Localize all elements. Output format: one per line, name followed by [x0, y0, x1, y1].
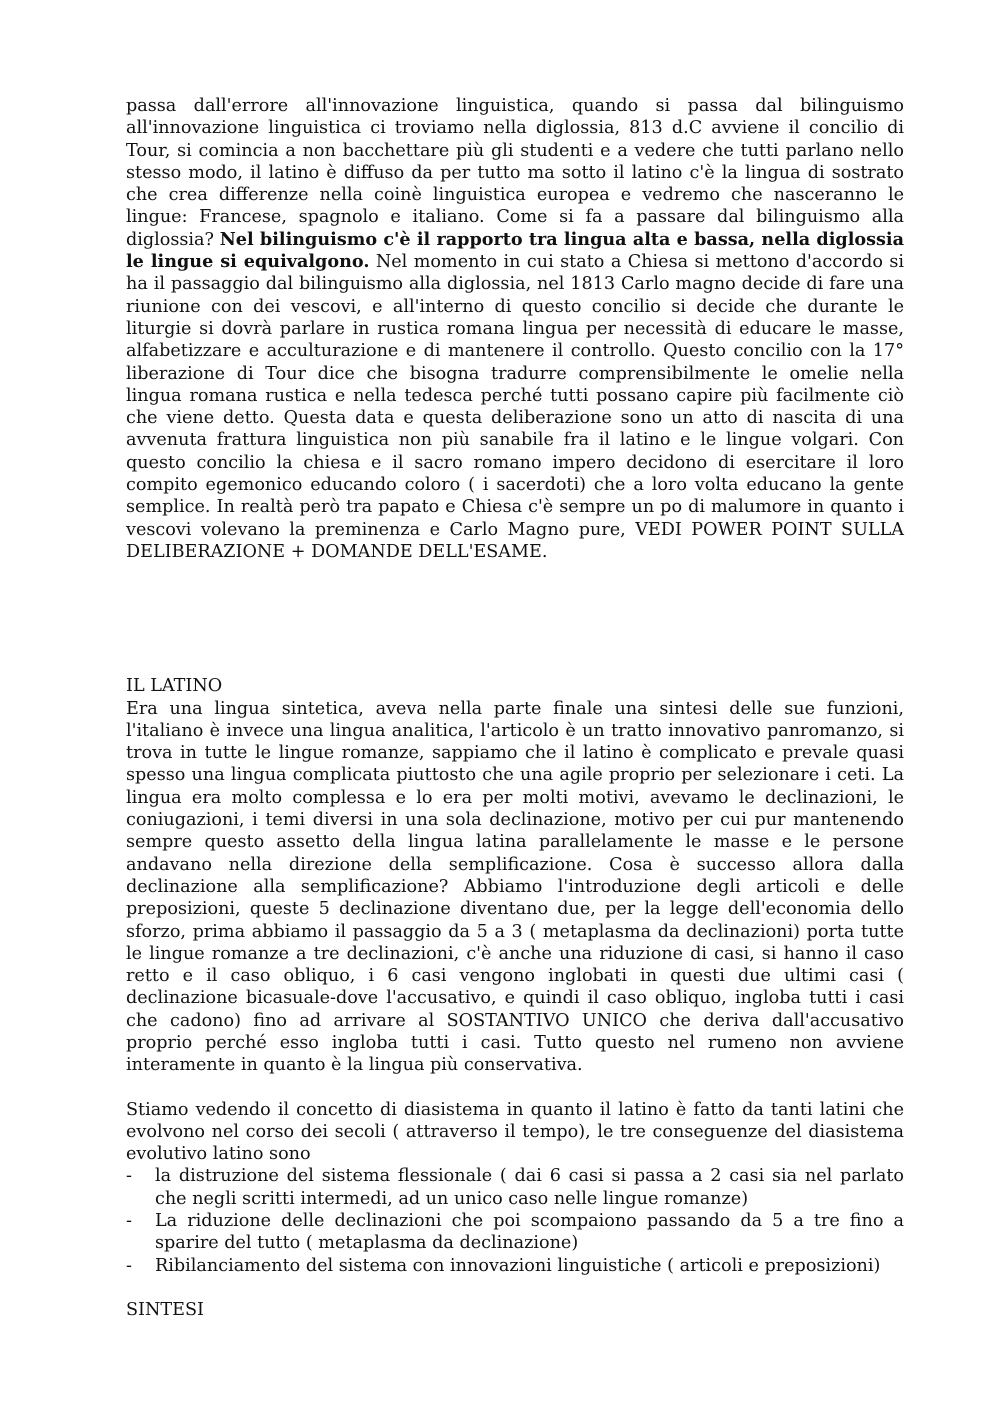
paragraph-diasistema: Stiamo vedendo il concetto di diasistema in quanto il latino è fatto da tanti latini che evolvono nel corso dei secoli ( attraverso il tempo), le tre conseguenze del diasistema evolutivo latino sono [126, 1099, 904, 1165]
paragraph-text-intro: passa dall'errore all'innovazione linguistica, quando si passa dal bilinguismo all'innovazione linguistica ci troviamo nella diglossia, 813 d.C avviene il concilio di Tour, si comincia a non bacchettare più gli studenti e a vedere che tutti parlano nello stesso modo, il latino è diffuso da per tutto ma sotto il latino c'è la lingua di sostrato che crea differenze nella coinè linguistica europea e vedremo che nasceranno le lingue: Francese, spagnolo e italiano. Come si fa a passare dal bilinguismo alla diglossia? [126, 96, 904, 250]
consequences-list [126, 1165, 904, 1276]
paragraph-text-continuation: Nel momento in cui stato a Chiesa si mettono d'accordo si ha il passaggio dal bilinguismo alla diglossia, nel 1813 Carlo magno decide di fare una riunione con dei vescovi, e all'interno di questo concilio si decide che durante le liturgie si dovrà parlare in rustica romana lingua per necessità di educare le masse, alfabetizzare e acculturazione e di mantenere il controllo. Questo concilio con la 17° liberazione di Tour dice che bisogna tradurre comprensibilmente le omelie nella lingua romana rustica e nella tedesca perché tutti possano capire più facilmente ciò che viene detto. Questa data e questa deliberazione sono un atto di nascita di una avvenuta frattura linguistica non più sanabile fra il latino e le lingue volgari. Con questo concilio la chiesa e il sacro romano impero decidono di esercitare il loro compito egemonico educando coloro ( i sacerdoti) che a loro volta educano la gente semplice. In realtà però tra papato e Chiesa c'è sempre un po di malumore in quanto i vescovi volevano la preminenza e Carlo Magno pure, VEDI POWER POINT SULLA DELIBERAZIONE + DOMANDE DELL'ESAME. [126, 252, 905, 562]
document-page [126, 95, 904, 1321]
list-item-text: Ribilanciamento del sistema con innovazioni linguistiche ( articoli e preposizioni) [155, 1255, 881, 1276]
section-heading-sintesi: SINTESI [126, 1299, 204, 1320]
section-heading-il-latino: IL LATINO [126, 676, 223, 697]
paragraph-bold-definition: Nel bilinguismo c'è il rapporto tra lingua alta e bassa, nella diglossia le lingue si equivalgono. [126, 228, 905, 273]
dash-bullet: - [126, 1211, 132, 1232]
list-item-text: la distruzione del sistema flessionale ( dai 6 casi si passa a 2 casi sia nel parlato che negli scritti intermedi, ad un unico caso nelle lingue romanze) [155, 1166, 904, 1209]
dash-bullet: - [126, 1255, 132, 1276]
list-item [126, 1210, 904, 1255]
dash-bullet: - [126, 1166, 132, 1187]
list-item [126, 1165, 904, 1210]
spacer [126, 1077, 904, 1099]
spacer [126, 1277, 904, 1299]
spacer [126, 563, 904, 675]
paragraph-il-latino: Era una lingua sintetica, aveva nella parte finale una sintesi delle sue funzioni, l'italiano è invece una lingua analitica, l'articolo è un tratto innovativo panromanzo, si trova in tutte le lingue romanze, sappiamo che il latino è complicato e prevale quasi spesso una lingua complicata piuttosto che una agile proprio per selezionare i ceti. La lingua era molto complessa e lo era per molti motivi, avevamo le declinazioni, le coniugazioni, i temi diversi in una sola declinazione, motivo per cui pur mantenendo sempre questo assetto della lingua latina parallelamente le masse e le persone andavano nella direzione della semplificazione. Cosa è successo allora dalla declinazione alla semplificazione? Abbiamo l'introduzione degli articoli e delle preposizioni, queste 5 declinazione diventano due, per la legge dell'economia dello sforzo, prima abbiamo il passaggio da 5 a 3 ( metaplasma da declinazioni) porta tutte le lingue romanze a tre declinazioni, c'è anche una riduzione di casi, si hanno il caso retto e il caso obliquo, i 6 casi vengono inglobati in questi due ultimi casi ( declinazione bicasuale-dove l'accusativo, e quindi il caso obliquo, ingloba tutti i casi che cadono) fino ad arrivare al SOSTANTIVO UNICO che deriva dall'accusativo proprio perché esso ingloba tutti i casi. Tutto questo nel rumeno non avviene interamente in quanto è la lingua più conservativa. [126, 698, 904, 1076]
list-item [126, 1255, 904, 1277]
list-item-text: La riduzione delle declinazioni che poi scompaiono passando da 5 a tre fino a sparire del tutto ( metaplasma da declinazione) [155, 1211, 904, 1254]
paragraph-concilio-di-tour [126, 95, 904, 563]
